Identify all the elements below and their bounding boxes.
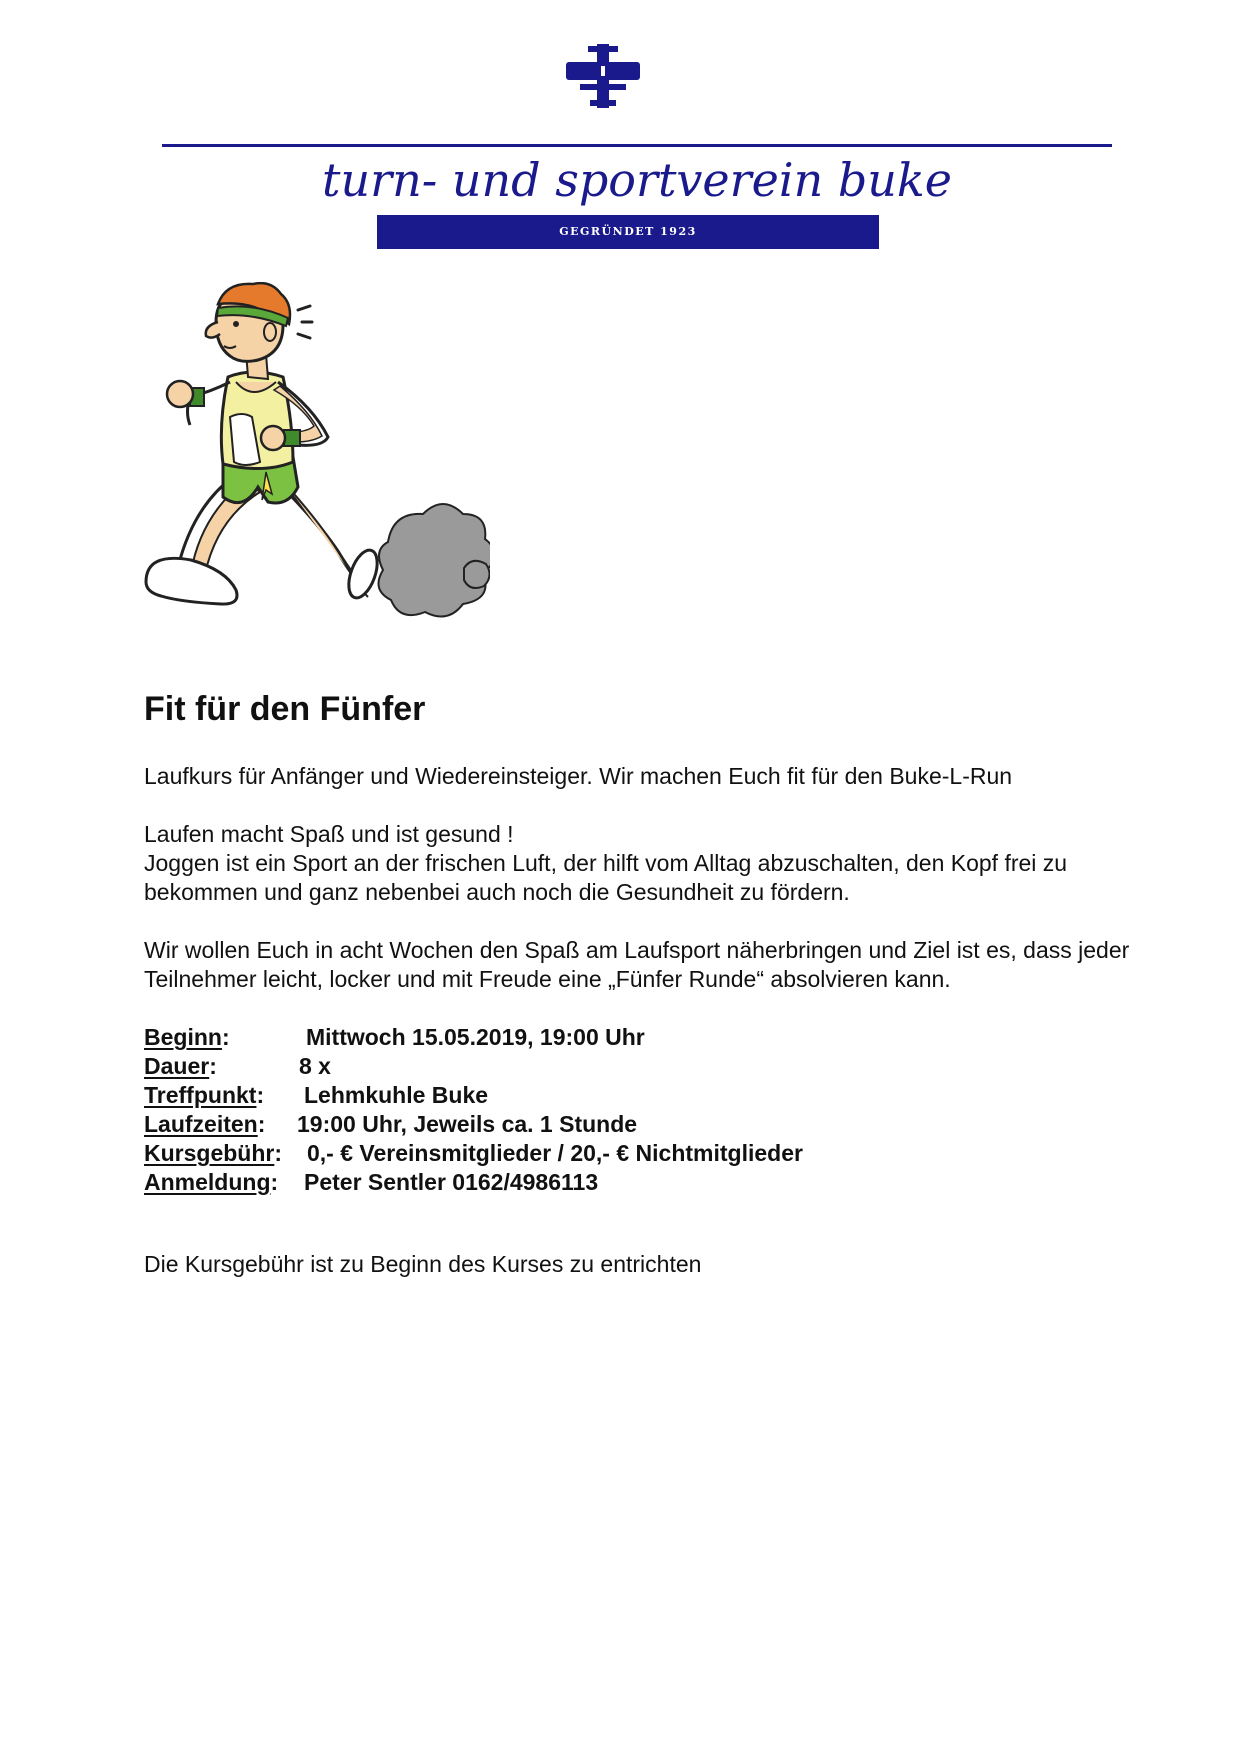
detail-value: 0,- € Vereinsmitglieder / 20,- € Nichtmitglieder (307, 1140, 803, 1166)
detail-label: Treffpunkt: (144, 1082, 265, 1108)
intro-paragraph: Laufkurs für Anfänger und Wiedereinsteiger. Wir machen Euch fit für den Buke-L-Run (144, 763, 1013, 789)
detail-value: Peter Sentler 0162/4986113 (304, 1169, 599, 1195)
detail-row-beginn (144, 1023, 1164, 1052)
detail-value: 8 x (299, 1053, 331, 1079)
header-rule (162, 144, 1112, 147)
detail-row-anmeldung (144, 1168, 1164, 1197)
detail-row-treffpunkt (144, 1081, 1164, 1110)
benefits-paragraph (144, 820, 1164, 907)
detail-value: Mittwoch 15.05.2019, 19:00 Uhr (306, 1024, 645, 1050)
detail-label: Kursgebühr: (144, 1140, 283, 1166)
cross-emblem-icon (566, 44, 640, 108)
detail-row-laufzeiten (144, 1110, 1164, 1139)
benefits-line-1: Laufen macht Spaß und ist gesund ! (144, 821, 514, 847)
benefits-line-2: Joggen ist ein Sport an der frischen Luft, der hilft vom Alltag abzuschalten, den Kopf frei zu bekommen und ganz nebenbei auch noch die Gesundheit zu fördern. (144, 850, 1068, 905)
main-content (144, 688, 1164, 1197)
founded-banner (377, 215, 879, 249)
course-details (144, 1023, 1164, 1197)
dust-cloud (379, 504, 491, 617)
runner-cartoon-icon (138, 282, 490, 632)
fee-note: Die Kursgebühr ist zu Beginn des Kurses zu entrichten (144, 1251, 702, 1277)
detail-value: 19:00 Uhr, Jeweils ca. 1 Stunde (297, 1111, 638, 1137)
founded-text: GEGRÜNDET 1923 (559, 225, 697, 238)
detail-label: Laufzeiten: (144, 1111, 266, 1137)
detail-label: Beginn: (144, 1024, 230, 1050)
detail-value: Lehmkuhle Buke (304, 1082, 489, 1108)
detail-label: Dauer: (144, 1053, 217, 1079)
detail-label: Anmeldung: (144, 1169, 279, 1195)
goal-paragraph: Wir wollen Euch in acht Wochen den Spaß am Laufsport näherbringen und Ziel ist es, dass jeder Teilnehmer leicht, locker und mit Freude eine „Fünfer Runde“ absolvieren kann. (144, 937, 1130, 992)
club-name: turn- und sportverein buke (322, 153, 952, 207)
detail-row-kursgebuehr (144, 1139, 1164, 1168)
page-title: Fit für den Fünfer (144, 690, 426, 728)
detail-row-dauer (144, 1052, 1164, 1081)
